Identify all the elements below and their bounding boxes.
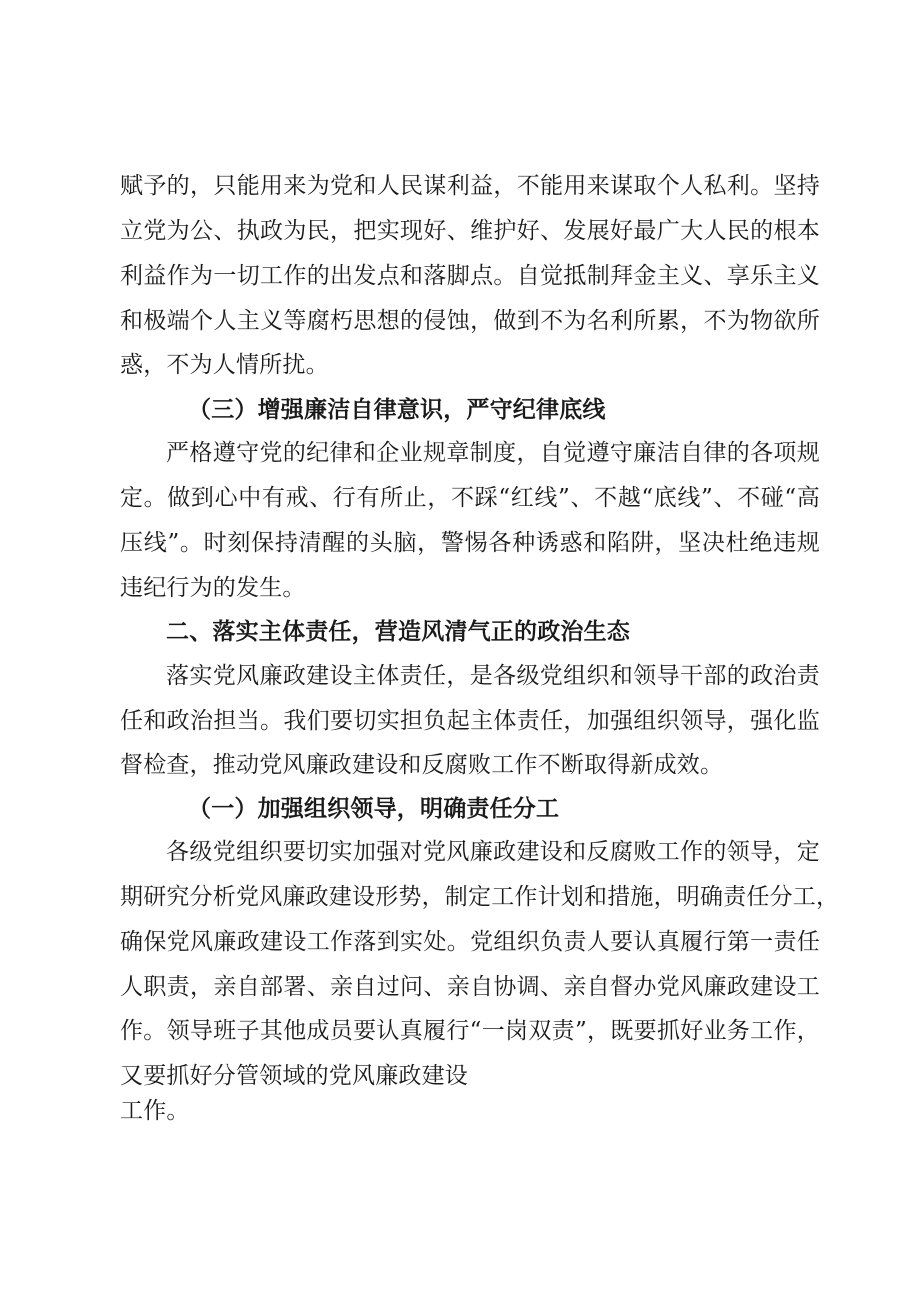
paragraph-line: 又要抓好分管领域的党风廉政建设: [120, 1063, 468, 1089]
paragraph-line: 督检查，推动党风廉政建设和反腐败工作不断取得新成效。: [120, 752, 724, 778]
paragraph-line: 定。做到心中有戒、行有所止，不踩“红线”、不越“底线”、不碰“高: [120, 485, 820, 511]
chapter-heading: 二、落实主体责任，营造风清气正的政治生态: [166, 618, 630, 645]
section-heading: （三）增强廉洁自律意识，严守纪律底线: [188, 396, 606, 423]
paragraph-line: 和极端个人主义等腐朽思想的侵蚀，做到不为名利所累，不为物欲所: [120, 308, 820, 334]
paragraph-line: 工作。: [120, 1098, 190, 1124]
paragraph-line: 期研究分析党风廉政建设形势，制定工作计划和措施，明确责任分工，: [120, 884, 840, 910]
paragraph-line: 严格遵守党的纪律和企业规章制度，自觉遵守廉洁自律的各项规: [166, 440, 820, 466]
paragraph-line: 作。领导班子其他成员要认真履行“一岗双责”，既要抓好业务工作，: [120, 1018, 820, 1044]
paragraph-line: 立党为公、执政为民，把实现好、维护好、发展好最广大人民的根本: [120, 218, 820, 244]
section-heading: （一）加强组织领导，明确责任分工: [188, 795, 560, 822]
paragraph-line: 赋予的，只能用来为党和人民谋利益，不能用来谋取个人私利。坚持: [120, 173, 820, 199]
paragraph-line: 人职责，亲自部署、亲自过问、亲自协调、亲自督办党风廉政建设工: [120, 974, 820, 1000]
paragraph-line: 利益作为一切工作的出发点和落脚点。自觉抵制拜金主义、享乐主义: [120, 263, 820, 289]
paragraph-line: 落实党风廉政建设主体责任，是各级党组织和领导干部的政治责: [166, 663, 820, 689]
paragraph-line: 确保党风廉政建设工作落到实处。党组织负责人要认真履行第一责任: [120, 929, 820, 955]
paragraph-line: 各级党组织要切实加强对党风廉政建设和反腐败工作的领导，定: [166, 839, 820, 865]
paragraph-line: 压线”。时刻保持清醒的头脑，警惕各种诱惑和陷阱，坚决杜绝违规: [120, 530, 820, 556]
paragraph-line: 违纪行为的发生。: [120, 575, 306, 601]
paragraph-line: 任和政治担当。我们要切实担负起主体责任，加强组织领导，强化监: [120, 708, 820, 734]
paragraph-line: 惑，不为人情所扰。: [120, 352, 329, 378]
